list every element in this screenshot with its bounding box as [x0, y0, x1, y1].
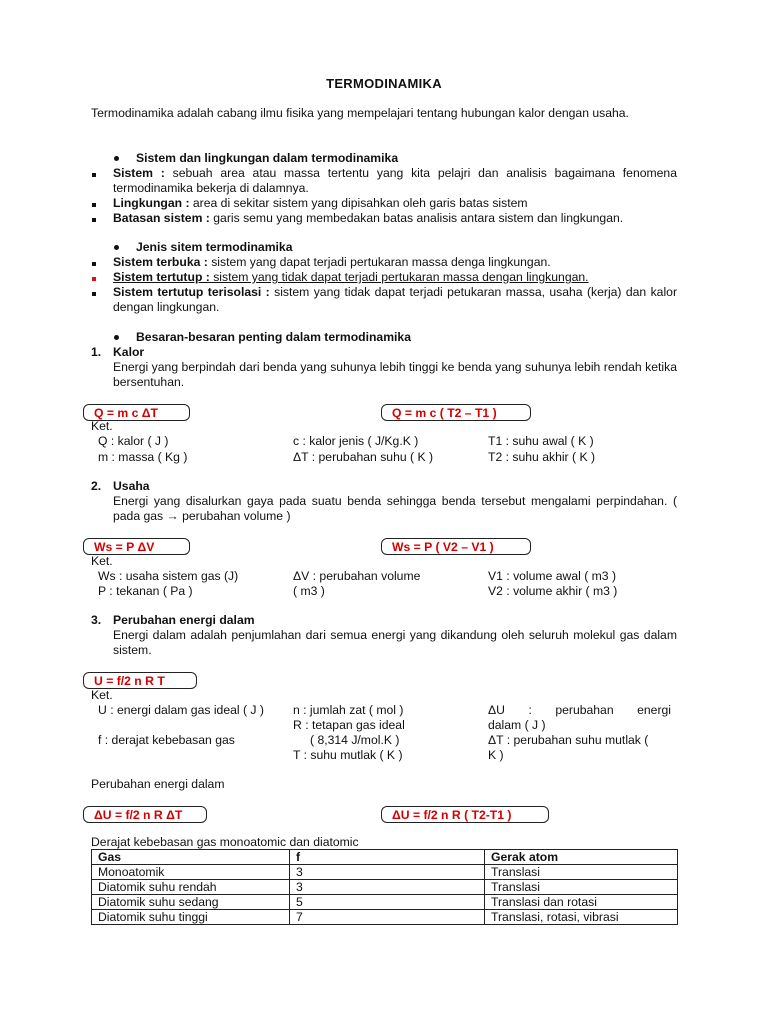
- bullet-square-icon: [92, 218, 96, 222]
- subsection-title: Usaha: [113, 479, 150, 493]
- list-item: Sistem tertutup terisolasi : sistem yang tidak dapat terjadi petukaran massa, usaha (kerja) dan kalor dengan lingkungan.: [113, 285, 677, 314]
- subsection-description: Energi yang berpindah dari benda yang suhunya lebih tinggi ke benda yang suhunya lebih rendah ketika bersentuhan.: [113, 360, 677, 389]
- variable-def: Ws : usaha sistem gas (J): [98, 569, 239, 583]
- variable-def: R : tetapan gas ideal: [293, 718, 405, 732]
- intro-paragraph: Termodinamika adalah cabang ilmu fisika yang mempelajari tentang hubungan kalor dengan usaha.: [91, 106, 629, 120]
- variable-def: T1 : suhu awal ( K ): [488, 434, 594, 448]
- formula-box: Q = m c ΔT: [83, 404, 190, 421]
- list-item: Lingkungan : area di sekitar sistem yang dipisahkan oleh garis batas sistem: [113, 196, 528, 210]
- table-row: [92, 865, 678, 880]
- item-number: 3.: [91, 613, 102, 627]
- variable-def: ( 8,314 J/mol.K ): [310, 733, 400, 747]
- variable-def: m : massa ( Kg ): [98, 450, 188, 464]
- formula-box: Ws = P ( V2 – V1 ): [381, 538, 531, 555]
- bullet-square-icon: [92, 203, 96, 207]
- table-cell: Translasi: [485, 880, 678, 895]
- variable-def: ΔT : perubahan suhu ( K ): [293, 450, 434, 464]
- table-row: [92, 880, 678, 895]
- table-cell: Diatomik suhu tinggi: [92, 910, 290, 925]
- gas-table: [91, 849, 678, 925]
- list-item: Batasan sistem : garis semu yang membedakan batas analisis antara sistem dan lingkungan.: [113, 211, 624, 225]
- variable-def: T : suhu mutlak ( K ): [293, 748, 403, 762]
- variable-def: V2 : volume akhir ( m3 ): [488, 584, 618, 598]
- bullet-square-icon: [92, 173, 96, 177]
- section-heading: Sistem dan lingkungan dalam termodinamika: [136, 151, 399, 165]
- ket-label: Ket.: [91, 554, 113, 568]
- table-header-row: [92, 850, 678, 865]
- section-heading: Besaran-besaran penting dalam termodinamika: [136, 330, 411, 344]
- table-row: [92, 895, 678, 910]
- bullet-square-icon: [92, 277, 96, 281]
- bullet-dot-icon: [114, 245, 119, 250]
- variable-def: c : kalor jenis ( J/Kg.K ): [293, 434, 419, 448]
- subsection-title: Perubahan energi dalam: [113, 613, 255, 627]
- subsection-description: Energi dalam adalah penjumlahan dari semua energi yang dikandung oleh seluruh molekul gas dalam sistem.: [113, 628, 677, 657]
- variable-def: U : energi dalam gas ideal ( J ): [98, 703, 264, 717]
- table-header: f: [290, 850, 485, 865]
- item-number: 2.: [91, 479, 102, 493]
- table-cell: Monoatomik: [92, 865, 290, 880]
- formula-box: Q = m c ( T2 – T1 ): [381, 404, 531, 421]
- variable-def: Q : kalor ( J ): [98, 434, 169, 448]
- variable-def: ( m3 ): [293, 584, 325, 598]
- bullet-square-icon: [92, 292, 96, 296]
- variable-def: f : derajat kebebasan gas: [98, 733, 235, 747]
- table-cell: 7: [290, 910, 485, 925]
- formula-box: Ws = P ΔV: [83, 538, 190, 555]
- page-title: TERMODINAMIKA: [326, 76, 442, 91]
- table-cell: 3: [290, 880, 485, 895]
- variable-def: K ): [488, 748, 504, 762]
- table-cell: Translasi, rotasi, vibrasi: [485, 910, 678, 925]
- table-cell: Translasi: [485, 865, 678, 880]
- variable-def: P : tekanan ( Pa ): [98, 584, 193, 598]
- ket-label: Ket.: [91, 688, 113, 702]
- table-cell: 3: [290, 865, 485, 880]
- variable-def: ΔU : perubahan energi: [488, 703, 671, 717]
- subsection-title: Kalor: [113, 345, 145, 359]
- table-row: [92, 910, 678, 925]
- table-cell: Translasi dan rotasi: [485, 895, 678, 910]
- formula-box: ΔU = f/2 n R ( T2-T1 ): [381, 806, 549, 823]
- table-cell: Diatomik suhu sedang: [92, 895, 290, 910]
- formula-box: U = f/2 n R T: [83, 672, 197, 689]
- table-header: Gerak atom: [485, 850, 678, 865]
- variable-def: ΔT : perubahan suhu mutlak (: [488, 733, 649, 747]
- table-caption: Derajat kebebasan gas monoatomic dan diatomic: [91, 835, 359, 849]
- table-cell: Diatomik suhu rendah: [92, 880, 290, 895]
- variable-def: n : jumlah zat ( mol ): [293, 703, 404, 717]
- list-item: Sistem : sebuah area atau massa tertentu yang kita pelajri dan analisis bagaimana fenomena termodinamika bekerja di dalamnya.: [113, 166, 677, 195]
- subsection-description: Energi yang disalurkan gaya pada suatu benda sehingga benda tersebut mengalami perpindahan. ( pada gas → perubahan volume ): [113, 494, 677, 523]
- formula-box: ΔU = f/2 n R ΔT: [83, 806, 207, 823]
- bullet-square-icon: [92, 262, 96, 266]
- variable-def: dalam ( J ): [488, 718, 546, 732]
- table-cell: 5: [290, 895, 485, 910]
- list-item: Sistem terbuka : sistem yang dapat terjadi pertukaran massa denga lingkungan.: [113, 255, 551, 269]
- ket-label: Ket.: [91, 419, 113, 433]
- variable-def: ΔV : perubahan volume: [293, 569, 421, 583]
- table-header: Gas: [92, 850, 290, 865]
- variable-def: V1 : volume awal ( m3 ): [488, 569, 617, 583]
- bullet-dot-icon: [114, 156, 119, 161]
- bullet-dot-icon: [114, 335, 119, 340]
- sub-heading: Perubahan energi dalam: [91, 777, 225, 791]
- section-heading: Jenis sitem termodinamika: [136, 240, 293, 254]
- item-number: 1.: [91, 345, 102, 359]
- variable-def: T2 : suhu akhir ( K ): [488, 450, 596, 464]
- list-item: Sistem tertutup : sistem yang tidak dapat terjadi pertukaran massa dengan lingkungan.: [113, 270, 589, 284]
